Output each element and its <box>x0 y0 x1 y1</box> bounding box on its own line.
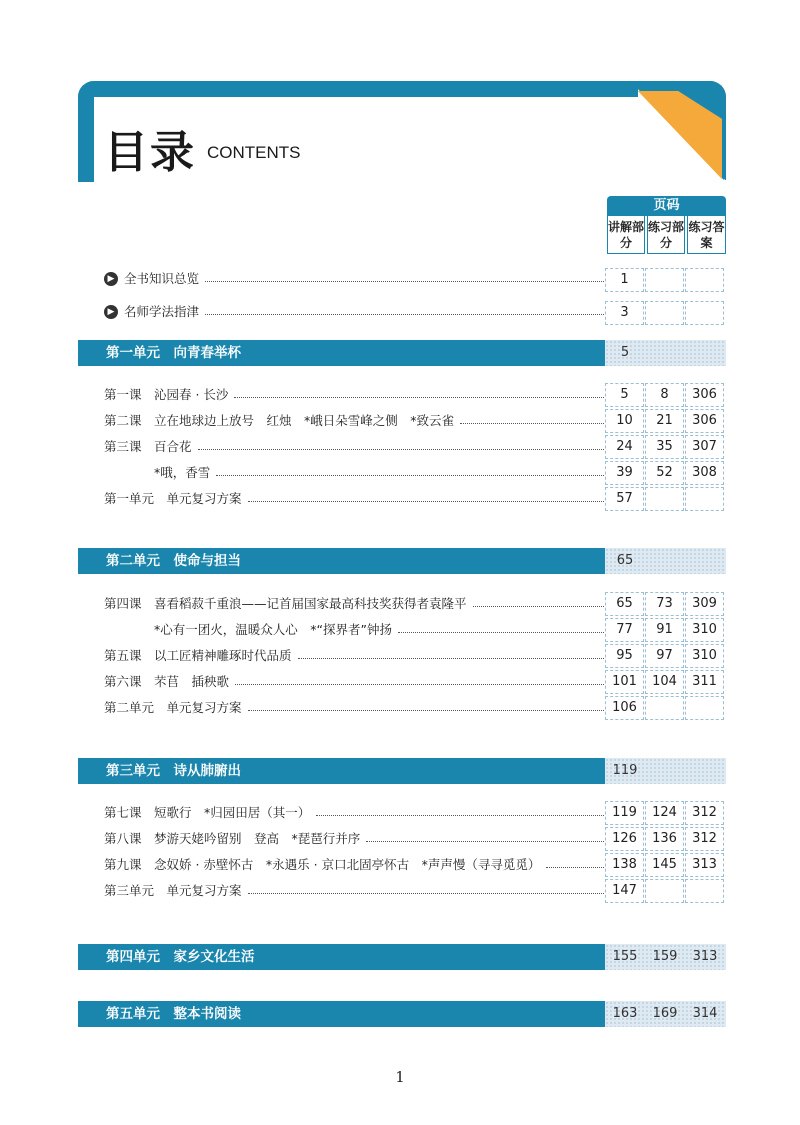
unit-page-answer <box>685 758 725 784</box>
leader-dots <box>235 671 604 685</box>
toc-page-cells <box>605 592 725 616</box>
page-exercise: 145 <box>645 853 684 877</box>
header-frame-top <box>78 81 726 97</box>
toc-page-cells <box>605 644 725 668</box>
page-exercise <box>645 879 684 903</box>
unit-pages <box>605 1001 726 1027</box>
arrow-bullet-icon: ▶ <box>104 305 118 319</box>
leader-dots <box>546 854 604 868</box>
page-title: 目录 <box>104 127 196 178</box>
toc-page-cells <box>605 383 725 407</box>
toc-row[interactable] <box>104 593 604 615</box>
page-lecture: 65 <box>605 592 644 616</box>
page-answer: 313 <box>685 853 724 877</box>
leader-dots <box>473 593 604 607</box>
page-lecture: 1 <box>605 268 644 292</box>
toc-entry-label: *心有一团火，温暖众人心 *“探界者”钟扬 <box>104 622 392 637</box>
unit-title: 第二单元 使命与担当 <box>78 548 605 574</box>
toc-entry-label: *哦，香雪 <box>104 465 211 480</box>
unit-title: 第一单元 向青春举杯 <box>78 340 605 366</box>
unit-bar[interactable] <box>78 340 726 366</box>
leader-dots <box>298 645 604 659</box>
toc-page-cells <box>605 268 725 292</box>
toc-row[interactable] <box>104 828 604 850</box>
page-answer <box>685 268 724 292</box>
toc-entry-label: 全书知识总览 <box>124 271 200 286</box>
unit-bar[interactable] <box>78 548 726 574</box>
page-answer: 307 <box>685 435 724 459</box>
page-answer <box>685 696 724 720</box>
page-exercise: 104 <box>645 670 684 694</box>
toc-entry-label: 第四课 喜看稻菽千重浪——记首届国家最高科技奖获得者袁隆平 <box>104 596 467 611</box>
leader-dots <box>216 462 604 476</box>
toc-page-cells <box>605 879 725 903</box>
toc-page-cells <box>605 409 725 433</box>
unit-pages <box>605 758 726 784</box>
page-exercise <box>645 696 684 720</box>
page-lecture: 106 <box>605 696 644 720</box>
unit-title: 第四单元 家乡文化生活 <box>78 944 605 970</box>
page-answer: 306 <box>685 409 724 433</box>
toc-entry-label: 名师学法指津 <box>124 304 200 319</box>
unit-page-lecture: 65 <box>616 553 634 568</box>
page-number: 1 <box>395 1068 405 1086</box>
leader-dots <box>248 488 604 502</box>
toc-entry-label: 第一课 沁园春 · 长沙 <box>104 387 229 402</box>
page-answer: 308 <box>685 461 724 485</box>
toc-page-cells <box>605 827 725 851</box>
toc-entry-label: 第三单元 单元复习方案 <box>104 883 242 898</box>
page-lecture: 39 <box>605 461 644 485</box>
page-answer: 309 <box>685 592 724 616</box>
leader-dots <box>234 384 604 398</box>
toc-entry-label: 第二课 立在地球边上放号 红烛 *峨日朵雪峰之侧 *致云雀 <box>104 413 455 428</box>
toc-entry-label: 第六课 芣苢 插秧歌 <box>104 674 230 689</box>
toc-entry-label: 第三课 百合花 <box>104 439 192 454</box>
leader-dots <box>248 697 604 711</box>
unit-page-lecture: 163 <box>612 1006 638 1021</box>
page-lecture: 10 <box>605 409 644 433</box>
page-lecture: 24 <box>605 435 644 459</box>
toc-row[interactable] <box>104 854 604 876</box>
leader-dots <box>366 828 604 842</box>
column-lecture: 讲解部分 <box>607 216 645 254</box>
toc-entry-label: 第九课 念奴娇 · 赤壁怀古 *永遇乐 · 京口北固亭怀古 *声声慢（寻寻觅觅） <box>104 857 541 872</box>
toc-page-cells <box>605 435 725 459</box>
page-lecture: 147 <box>605 879 644 903</box>
toc-row[interactable] <box>104 488 604 510</box>
page-lecture: 3 <box>605 301 644 325</box>
leader-dots <box>205 268 604 282</box>
page-lecture: 138 <box>605 853 644 877</box>
toc-page-cells <box>605 670 725 694</box>
unit-page-lecture: 119 <box>612 763 638 778</box>
toc-page-cells <box>605 461 725 485</box>
page-exercise <box>645 301 684 325</box>
toc-page-cells <box>605 801 725 825</box>
page-title-en: CONTENTS <box>207 143 301 162</box>
toc-row[interactable] <box>104 384 604 406</box>
arrow-bullet-icon: ▶ <box>104 272 118 286</box>
page-answer: 310 <box>685 644 724 668</box>
unit-pages <box>605 548 726 574</box>
page-exercise: 52 <box>645 461 684 485</box>
page-answer: 312 <box>685 801 724 825</box>
toc-row[interactable] <box>104 697 604 719</box>
page-lecture: 77 <box>605 618 644 642</box>
corner-triangle-icon <box>638 89 726 181</box>
toc-page-cells <box>605 487 725 511</box>
unit-bar[interactable] <box>78 758 726 784</box>
page-answer <box>685 879 724 903</box>
page-answer <box>685 301 724 325</box>
toc-row[interactable] <box>104 671 604 693</box>
unit-page-exercise <box>645 340 685 366</box>
page-exercise: 97 <box>645 644 684 668</box>
unit-pages <box>605 340 726 366</box>
page-exercise: 73 <box>645 592 684 616</box>
header-frame-tail <box>78 178 94 182</box>
unit-bar[interactable] <box>78 944 726 970</box>
unit-page-answer: 314 <box>692 1006 718 1021</box>
unit-page-exercise <box>645 758 685 784</box>
toc-page-cells <box>605 696 725 720</box>
column-group-label: 页码 <box>607 196 726 216</box>
page-exercise: 35 <box>645 435 684 459</box>
unit-pages <box>605 944 726 970</box>
unit-page-exercise <box>645 548 685 574</box>
page-lecture: 5 <box>605 383 644 407</box>
page-exercise: 8 <box>645 383 684 407</box>
page-answer: 306 <box>685 383 724 407</box>
toc-row[interactable] <box>104 436 604 458</box>
toc-row[interactable] <box>104 301 604 323</box>
leader-dots <box>248 880 604 894</box>
unit-page-answer <box>685 340 725 366</box>
leader-dots <box>205 301 604 315</box>
toc-row[interactable] <box>104 619 604 641</box>
unit-page-lecture: 5 <box>620 345 630 360</box>
toc-row[interactable] <box>104 462 604 484</box>
header-frame-left <box>78 81 94 181</box>
toc-entry-label: 第一单元 单元复习方案 <box>104 491 242 506</box>
toc-row[interactable] <box>104 268 604 290</box>
page-exercise: 124 <box>645 801 684 825</box>
page-lecture: 119 <box>605 801 644 825</box>
unit-page-exercise: 159 <box>652 949 678 964</box>
page-answer: 310 <box>685 618 724 642</box>
toc-row[interactable] <box>104 880 604 902</box>
unit-page-lecture: 155 <box>612 949 638 964</box>
page-answer <box>685 487 724 511</box>
leader-dots <box>316 802 604 816</box>
page-exercise: 136 <box>645 827 684 851</box>
unit-bar[interactable] <box>78 1001 726 1027</box>
toc-entry-label: 第七课 短歌行 *归园田居（其一） <box>104 805 311 820</box>
toc-entry-label: 第八课 梦游天姥吟留别 登高 *琵琶行并序 <box>104 831 361 846</box>
page-exercise <box>645 268 684 292</box>
page-exercise: 21 <box>645 409 684 433</box>
page-column-header <box>607 196 726 256</box>
page-lecture: 57 <box>605 487 644 511</box>
leader-dots <box>198 436 604 450</box>
page-exercise <box>645 487 684 511</box>
page-lecture: 95 <box>605 644 644 668</box>
page-exercise: 91 <box>645 618 684 642</box>
toc-row[interactable] <box>104 410 604 432</box>
column-exercise: 练习部分 <box>647 216 685 254</box>
column-answers: 练习答案 <box>687 216 726 254</box>
unit-page-exercise: 169 <box>652 1006 678 1021</box>
toc-page-cells <box>605 853 725 877</box>
toc-entry-label: 第五课 以工匠精神雕琢时代品质 <box>104 648 292 663</box>
unit-page-answer <box>685 548 725 574</box>
page-lecture: 126 <box>605 827 644 851</box>
toc-row[interactable] <box>104 645 604 667</box>
unit-title: 第三单元 诗从肺腑出 <box>78 758 605 784</box>
unit-page-answer: 313 <box>692 949 718 964</box>
toc-page-cells <box>605 301 725 325</box>
toc-entry-label: 第二单元 单元复习方案 <box>104 700 242 715</box>
page-answer: 311 <box>685 670 724 694</box>
leader-dots <box>460 410 604 424</box>
page-lecture: 101 <box>605 670 644 694</box>
toc-page-cells <box>605 618 725 642</box>
page-answer: 312 <box>685 827 724 851</box>
leader-dots <box>398 619 604 633</box>
toc-row[interactable] <box>104 802 604 824</box>
unit-title: 第五单元 整本书阅读 <box>78 1001 605 1027</box>
